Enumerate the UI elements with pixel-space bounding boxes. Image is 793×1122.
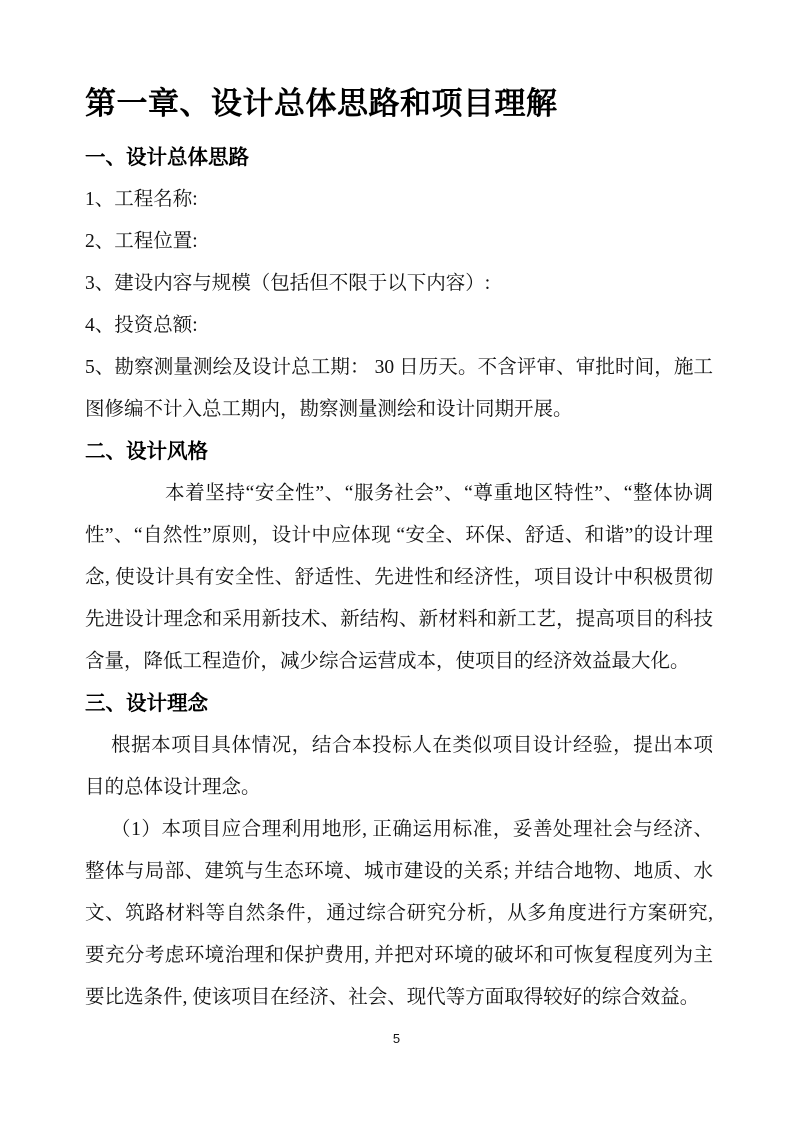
list-item-project-name: 1、工程名称: [85, 189, 198, 210]
list-item-project-location: 2、工程位置: [85, 231, 198, 252]
section-heading-overall-approach: 一、设计总体思路 [85, 146, 249, 169]
paragraph-design-style: 本着坚持“安全性”、“服务社会”、“尊重地区特性”、“整体协调性”、“自然性”原则，设计中应体现 “安全、环保、舒适、和谐”的设计理念, 使设计具有安全性、舒适性、先进性和经济性，项目设计中积极贯彻先进设计理念和采用新技术、新结构、新材料和新工艺，提高项目的科技含量，降低工程造价，减少综合运营成本，使项目的经济效益最大化。 [85, 483, 713, 672]
paragraph-design-concept-point-1: （1）本项目应合理利用地形, 正确运用标准，妥善处理社会与经济、整体与局部、建筑与生态环境、城市建设的关系; 并结合地物、地质、水文、筑路材料等自然条件，通过综合研究分析，从多角度进行方案研究, 要充分考虑环境治理和保护费用, 并把对环境的破坏和可恢复程度列为主要比选条件, 使该项目在经济、社会、现代等方面取得较好的综合效益。 [85, 819, 713, 1008]
section-heading-design-style: 二、设计风格 [85, 440, 208, 463]
section-design-style [85, 431, 713, 683]
list-item-construction-scope: 3、建设内容与规模（包括但不限于以下内容）: [85, 273, 491, 294]
list-item-survey-design-duration: 5、勘察测量测绘及设计总工期： 30 日历天。不含评审、审批时间，施工图修编不计入总工期内，勘察测量测绘和设计同期开展。 [85, 357, 713, 420]
section-design-overall-approach [85, 137, 713, 431]
section-design-concept [85, 683, 713, 1019]
section-heading-design-concept: 三、设计理念 [85, 692, 208, 715]
paragraph-design-concept-intro: 根据本项目具体情况，结合本投标人在类似项目设计经验，提出本项目的总体设计理念。 [85, 735, 713, 798]
page-number: 5 [392, 1031, 401, 1046]
list-item-total-investment: 4、投资总额: [85, 315, 198, 336]
chapter-title: 第一章、设计总体思路和项目理解 [85, 86, 558, 121]
